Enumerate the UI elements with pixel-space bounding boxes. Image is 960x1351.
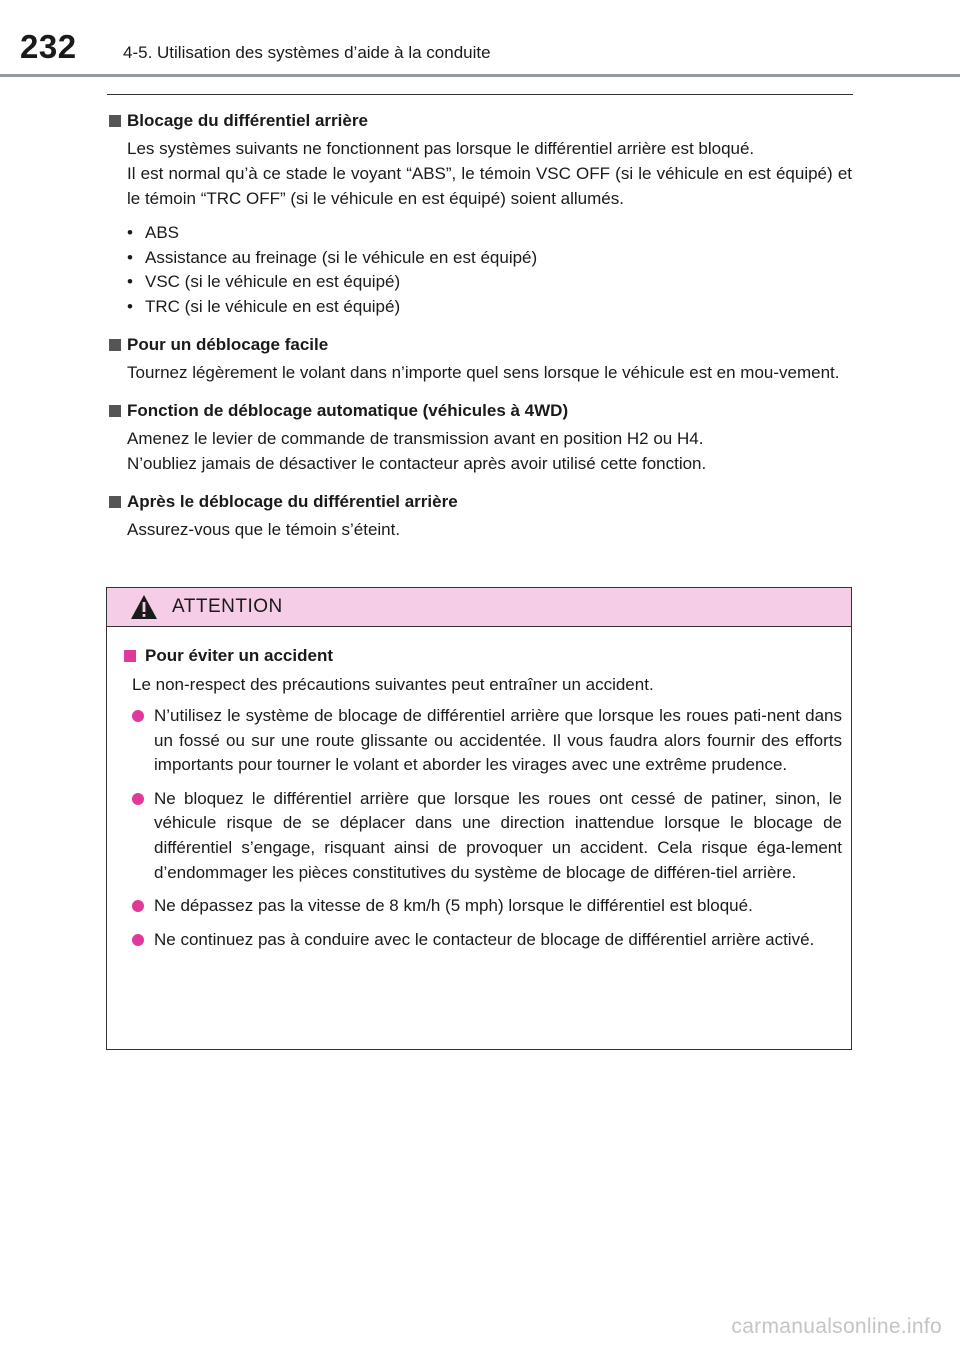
section-heading [107, 332, 852, 357]
attention-item-text: Ne bloquez le différentiel arrière que lorsque les roues ont cessé de patiner, sinon, le véhicule risque de se déplacer dans une direction inattendue lorsque le blocage de différentiel s’engage, risquant ainsi de provoquer un accident. Cela risque éga-lement d’endommager les pièces constitutives du système de blocage de différen-tiel arrière. [154, 788, 842, 882]
bullet-dot-icon: • [127, 247, 133, 267]
square-bullet-icon [109, 339, 121, 351]
attention-heading-text: Pour éviter un accident [145, 646, 333, 665]
square-bullet-icon [109, 115, 121, 127]
attention-header [107, 588, 851, 627]
list-item-text: TRC (si le véhicule en est équipé) [145, 296, 401, 316]
paragraph: Assurez-vous que le témoin s’éteint. [127, 520, 401, 539]
bullet-dot-icon: • [127, 223, 133, 242]
attention-body [107, 627, 851, 952]
square-bullet-icon [109, 496, 121, 508]
list-item-text: ABS [145, 223, 180, 242]
paragraph: Tournez légèrement le volant dans n’importe quel sens lorsque le véhicule est en mou-vement. [127, 363, 840, 382]
attention-intro: Le non-respect des précautions suivantes peut entraîner un accident. [132, 675, 654, 694]
section-heading-text: Pour un déblocage facile [127, 335, 329, 354]
paragraph: Il est normal qu’à ce stade le voyant “ABS”, le témoin VSC OFF (si le véhicule en est équipé) et le témoin “TRC OFF” (si le véhicule en est équipé) soient allumés. [127, 164, 852, 208]
attention-box [106, 587, 852, 1050]
square-bullet-icon [109, 405, 121, 417]
chapter-title: 4-5. Utilisation des systèmes d’aide à la conduite [123, 43, 491, 62]
section-heading [107, 489, 852, 514]
attention-item [132, 928, 842, 953]
circle-bullet-icon [132, 934, 144, 946]
attention-title: ATTENTION [172, 596, 283, 617]
attention-item-text: N’utilisez le système de blocage de différentiel arrière que lorsque les roues pati-nent dans un fossé ou sur une route glissante ou accidentée. Il vous faudra alors fournir des efforts importants pour tourner le volant et aborder les virages avec une extrême prudence. [154, 706, 842, 775]
attention-heading [124, 643, 842, 668]
page-header [0, 0, 960, 80]
paragraph: N’oubliez jamais de désactiver le contacteur après avoir utilisé cette fonction. [127, 454, 707, 473]
header-divider [0, 74, 960, 77]
circle-bullet-icon [132, 900, 144, 912]
warning-triangle-icon [130, 594, 158, 620]
list-item-text: VSC (si le véhicule en est équipé) [145, 272, 401, 291]
list-item-text: Assistance au freinage (si le véhicule en est équipé) [145, 247, 538, 267]
section-apres-deblocage [107, 489, 852, 542]
systems-list [127, 221, 852, 319]
section-heading-text: Fonction de déblocage automatique (véhicules à 4WD) [127, 401, 569, 420]
list-item [127, 246, 852, 271]
attention-item [132, 787, 842, 885]
paragraph: Amenez le levier de commande de transmission avant en position H2 ou H4. [127, 429, 704, 448]
watermark: carmanualsonline.info [731, 1315, 942, 1338]
page-number: 232 [20, 28, 77, 65]
attention-item [132, 704, 842, 778]
content-divider [107, 94, 853, 95]
paragraph: Les systèmes suivants ne fonctionnent pas lorsque le différentiel arrière est bloqué. [127, 139, 755, 158]
section-heading-text: Blocage du différentiel arrière [127, 111, 368, 130]
bullet-dot-icon: • [127, 272, 133, 291]
attention-item-text: Ne continuez pas à conduire avec le contacteur de blocage de différentiel arrière activé. [154, 929, 815, 949]
list-item [127, 221, 852, 246]
attention-item [132, 894, 842, 919]
bullet-dot-icon: • [127, 296, 133, 316]
circle-bullet-icon [132, 793, 144, 805]
section-heading [107, 108, 852, 133]
square-bullet-icon [124, 650, 136, 662]
list-item [127, 270, 852, 295]
section-heading-text: Après le déblocage du différentiel arrière [127, 492, 458, 511]
section-deblocage-auto [107, 398, 852, 476]
section-deblocage-facile [107, 332, 852, 385]
attention-item-text: Ne dépassez pas la vitesse de 8 km/h (5 mph) lorsque le différentiel est bloqué. [154, 896, 753, 916]
section-heading [107, 398, 852, 423]
circle-bullet-icon [132, 710, 144, 722]
section-blocage [107, 108, 852, 319]
list-item [127, 295, 852, 320]
main-content [107, 108, 852, 555]
